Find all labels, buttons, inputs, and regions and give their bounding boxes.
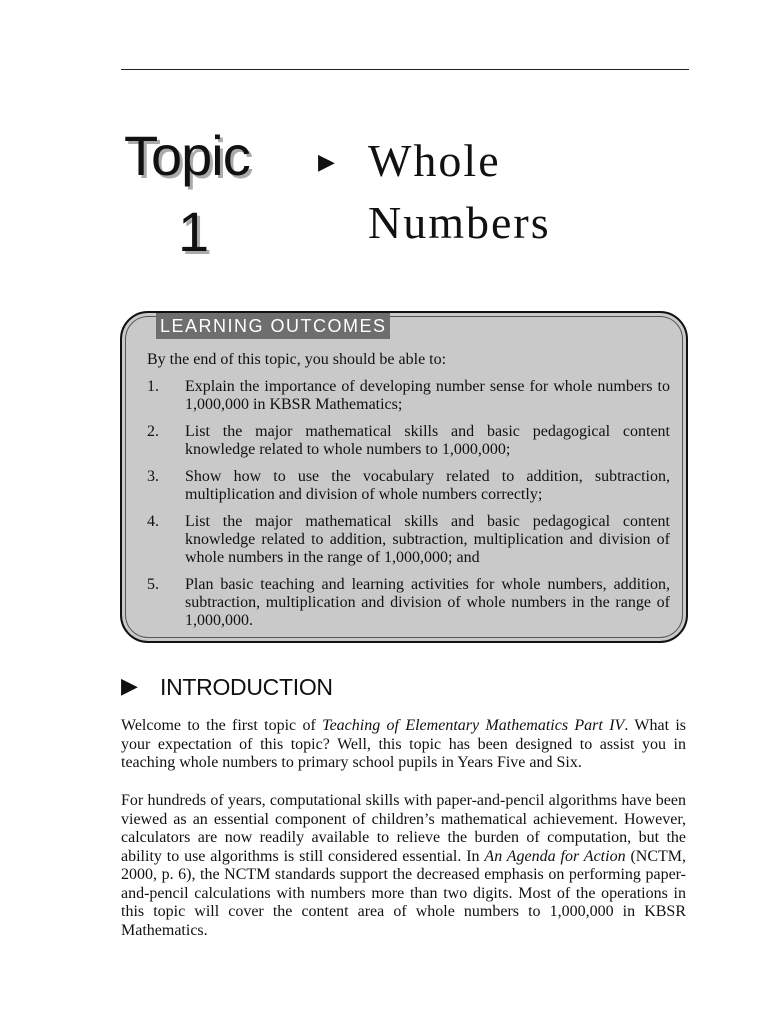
list-item	[147, 378, 670, 414]
intro-paragraph-1	[121, 717, 686, 773]
intro-paragraph-2	[121, 792, 686, 940]
list-item-number: 4.	[147, 513, 159, 530]
chapter-title	[368, 130, 551, 254]
section-title: INTRODUCTION	[160, 674, 333, 700]
learning-outcomes-list	[147, 378, 670, 639]
list-item-text: List the major mathematical skills and basic pedagogical content knowledge related to whole numbers to 1,000,000;	[185, 423, 670, 458]
text-run: Welcome to the first topic of	[121, 717, 323, 734]
list-item-number: 3.	[147, 468, 159, 485]
header-rule	[121, 69, 689, 70]
list-item	[147, 576, 670, 630]
list-item-number: 5.	[147, 576, 159, 593]
topic-word: Topic	[124, 124, 250, 187]
text-run: . What is your expectation of this topic? Well, this topic has been designed to assist you in teaching whole numbers to primary school pupils in Years Five and Six.	[121, 717, 687, 771]
learning-outcomes-label: LEARNING OUTCOMES	[156, 313, 390, 339]
list-item	[147, 423, 670, 459]
topic-number: 1	[178, 200, 209, 263]
learning-outcomes-intro: By the end of this topic, you should be able to:	[147, 351, 447, 368]
play-arrow-icon: ▶	[121, 674, 138, 699]
play-arrow-icon: ▶	[318, 150, 335, 175]
chapter-title-line-2: Numbers	[368, 197, 551, 248]
list-item-number: 2.	[147, 423, 159, 440]
text-run: For hundreds of years, computational skills with paper-and-pencil algorithms have been viewed as an essential component of children’s mathematical achievement. However, calculators are now readily available to relieve the burden of computation, but the ability to use algorithms is still considered essential. In	[121, 792, 686, 865]
book-title: Teaching of Elementary Mathematics Part IV	[322, 717, 625, 734]
list-item-text: Show how to use the vocabulary related to addition, subtraction, multiplication and division of whole numbers correctly;	[185, 468, 670, 503]
list-item-text: Explain the importance of developing number sense for whole numbers to 1,000,000 in KBSR Mathematics;	[185, 378, 670, 413]
text-run: (NCTM, 2000, p. 6), the NCTM standards support the decreased emphasis on performing paper-and-pencil calculations with numbers more than two digits. Most of the operations in this topic will cover the content area of whole numbers to 1,000,000 in KBSR Mathematics.	[121, 847, 687, 939]
list-item	[147, 468, 670, 504]
chapter-title-line-1: Whole	[368, 135, 501, 186]
list-item-number: 1.	[147, 378, 159, 395]
list-item-text: List the major mathematical skills and basic pedagogical content knowledge related to addition, subtraction, multiplication and division of whole numbers in the range of 1,000,000; and	[185, 513, 670, 566]
citation-title: An Agenda for Action	[484, 847, 626, 865]
list-item-text: Plan basic teaching and learning activities for whole numbers, addition, subtraction, multiplication and division of whole numbers in the range of 1,000,000.	[185, 576, 670, 629]
list-item	[147, 513, 670, 567]
